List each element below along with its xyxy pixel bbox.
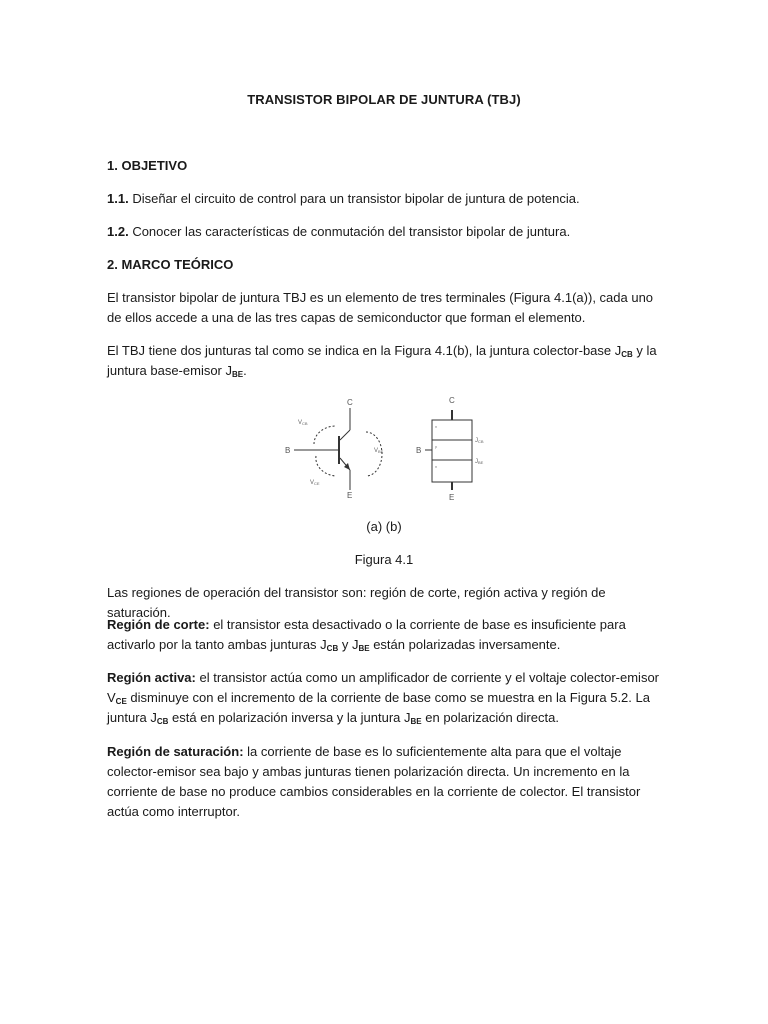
subscript: CE <box>115 697 127 706</box>
text-run: disminuye con el incremento de la corriente de base como se muestra en la Figura 5.2. La juntura J <box>107 690 650 725</box>
layer-3-label: n <box>435 464 438 469</box>
label-b-emitter: E <box>449 493 455 502</box>
label-a-emitter: E <box>347 491 353 500</box>
layer-stack <box>432 420 472 482</box>
text-run: están polarizadas inversamente. <box>369 637 561 652</box>
subscript: CB <box>156 717 169 726</box>
label-jcb: JCB <box>475 438 484 444</box>
subscript: CB <box>621 350 633 359</box>
label-vbe: VBE <box>374 448 384 454</box>
layer-diagram <box>425 410 472 490</box>
section-1-heading: 1. OBJETIVO <box>107 158 188 173</box>
vce-arc <box>316 456 336 476</box>
layer-2-label: p <box>435 444 438 449</box>
paragraph-active-region <box>107 668 667 728</box>
objective-1 <box>107 189 667 209</box>
cutoff-lead: Región de corte: <box>107 617 210 632</box>
objective-2-text: Conocer las características de conmutación del transistor bipolar de juntura. <box>132 224 571 239</box>
text-run: El TBJ tiene dos junturas tal como se indica en la Figura 4.1(b), la juntura colector-base J <box>107 343 622 358</box>
active-lead: Región activa: <box>107 670 196 685</box>
vcb-arc <box>314 426 336 444</box>
label-b-collector: C <box>449 396 455 405</box>
label-jbe: JBE <box>475 459 484 465</box>
label-b-base: B <box>416 446 422 455</box>
text-run: la corriente de base es lo suficientemente alta para que el voltaje colector-emisor sea bajo y ambas junturas tienen polarización directa. Un incremento en la corriente de base no produce cambios considerables en la corriente de colector. El transistor actúa como interruptor. <box>107 744 641 819</box>
subscript: BE <box>232 370 244 379</box>
label-a-collector: C <box>347 398 353 407</box>
document-title: TRANSISTOR BIPOLAR DE JUNTURA (TBJ) <box>247 92 521 107</box>
vbe-arc <box>366 432 382 476</box>
text-run: el transistor esta desactivado o la corriente de base es insuficiente para activarlo por la tanto ambas junturas J <box>107 617 626 652</box>
layer-1-label: n <box>435 424 438 429</box>
section-2-heading: 2. MARCO TEÓRICO <box>107 257 234 272</box>
subscript: BE <box>410 717 422 726</box>
objective-2-number: 1.2. <box>107 224 129 239</box>
text-run: en polarización directa. <box>421 710 559 725</box>
figure-4-1 <box>280 392 500 504</box>
paragraph-junctions <box>107 341 667 381</box>
paragraph-cutoff-region <box>107 615 667 655</box>
objective-1-number: 1.1. <box>107 191 129 206</box>
subscript: BE <box>358 644 370 653</box>
text-run: y J <box>338 637 359 652</box>
paragraph-saturation-region <box>107 742 667 822</box>
label-vcb: VCB <box>298 420 308 426</box>
collector-line <box>340 430 350 440</box>
figure-caption: Figura 4.1 <box>354 552 414 567</box>
objective-2 <box>107 222 667 242</box>
subscript: CB <box>326 644 339 653</box>
saturation-lead: Región de saturación: <box>107 744 244 759</box>
paragraph-tbj-definition: El transistor bipolar de juntura TBJ es un elemento de tres terminales (Figura 4.1(a)), cada uno de ellos accede a una de las tres capas de semiconductor que forman el elemento. <box>107 290 654 325</box>
figure-subfigure-labels: (a) (b) <box>366 519 402 534</box>
text-run: . <box>243 363 247 378</box>
transistor-diagram <box>280 392 500 504</box>
text-run: y la juntura base-emisor J <box>107 343 657 378</box>
label-vce: VCE <box>310 480 320 486</box>
text-run: el transistor actúa como un amplificador de corriente y el voltaje colector-emisor V <box>107 670 660 705</box>
label-a-base: B <box>285 446 291 455</box>
objective-1-text: Diseñar el circuito de control para un transistor bipolar de juntura de potencia. <box>132 191 580 206</box>
text-run: está en polarización inversa y la juntura J <box>168 710 411 725</box>
paragraph-regions: Las regiones de operación del transistor son: región de corte, región activa y región de saturación. <box>107 585 606 620</box>
